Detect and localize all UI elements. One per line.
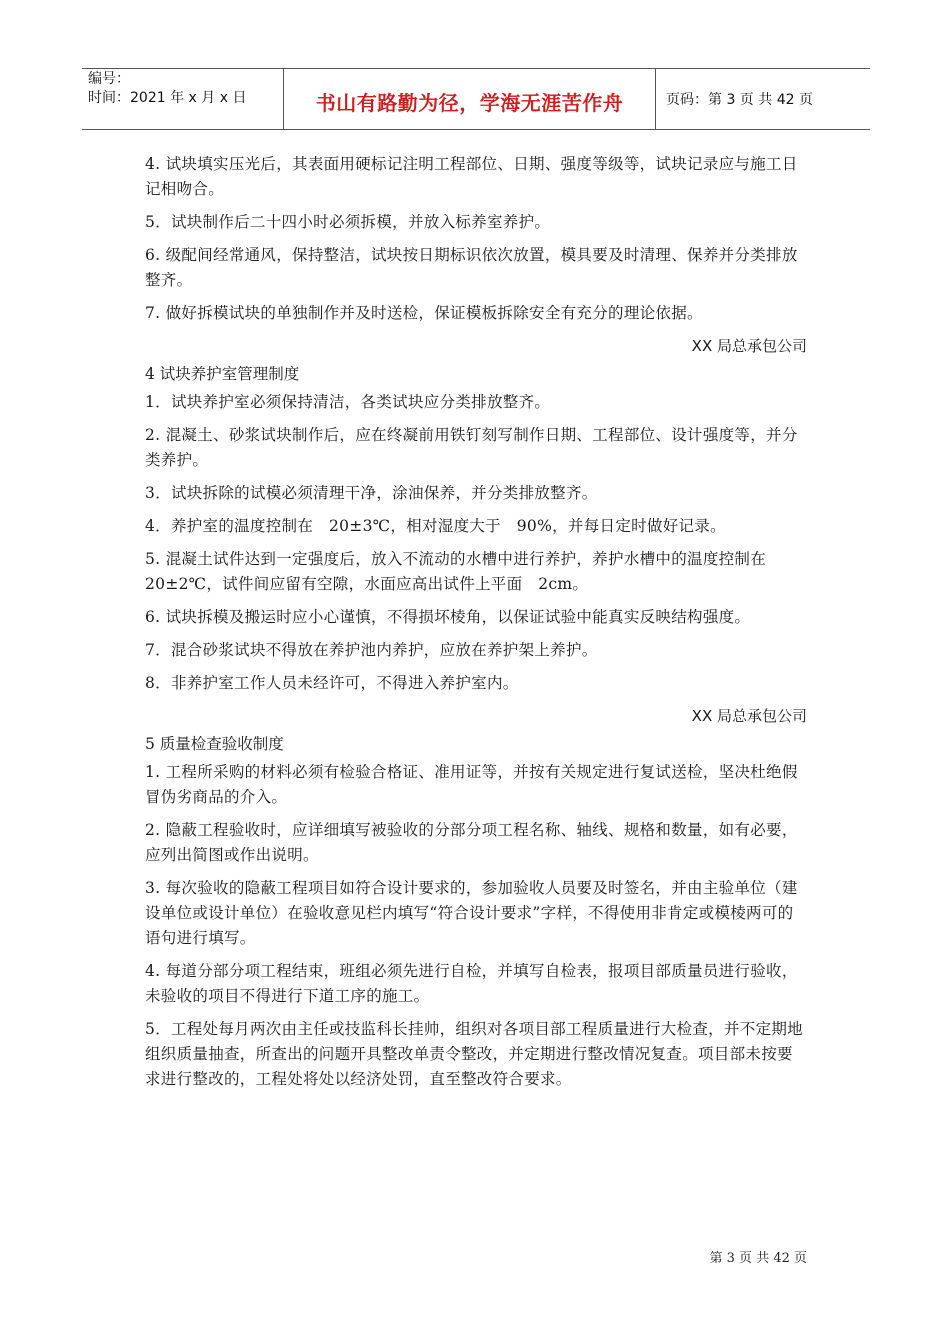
paragraph: 3. 每次验收的隐蔽工程项目如符合设计要求的，参加验收人员要及时签名，并由主验单位（建设单位或设计单位）在验收意见栏内填写“符合设计要求”字样，不得使用非肯定或模棱两可的语句进行填写。: [145, 879, 798, 947]
section-title: 4 试块养护室管理制度: [145, 365, 300, 383]
company-signature: XX 局总承包公司: [691, 337, 807, 355]
paragraph: 4. 每道分部分项工程结束，班组必须先进行自检，并填写自检表，报项目部质量员进行验收，未验收的项目不得进行下道工序的施工。: [145, 962, 798, 1005]
paragraph: 2. 混凝土、砂浆试块制作后，应在终凝前用铁钉刻写制作日期、工程部位、设计强度等，并分类养护。: [145, 426, 798, 469]
paragraph: 6. 级配间经常通风，保持整洁，试块按日期标识依次放置，模具要及时清理、保养并分类排放整齐。: [145, 246, 798, 289]
header-motto: 书山有路勤为径，学海无涯苦作舟: [284, 69, 656, 129]
paragraph: 5．工程处每月两次由主任或技监科长挂帅，组织对各项目部工程质量进行大检查，并不定期地组织质量抽查，所查出的问题开具整改单责令整改，并定期进行整改情况复查。项目部未按要求进行整改的，工程处将处以经济处罚，直至整改符合要求。: [145, 1020, 803, 1088]
paragraph: 3．试块拆除的试模必须清理干净，涂油保养，并分类排放整齐。: [145, 484, 598, 502]
paragraph: 2. 隐蔽工程验收时，应详细填写被验收的分部分项工程名称、轴线、规格和数量，如有必要，应列出简图或作出说明。: [145, 821, 798, 864]
page-footer: 第 3 页 共 42 页: [709, 1251, 807, 1266]
paragraph: 5. 混凝土试件达到一定强度后，放入不流动的水槽中进行养护，养护水槽中的温度控制在 20±2℃，试件间应留有空隙，水面应高出试件上平面 2cm。: [145, 550, 782, 593]
paragraph: 4．养护室的温度控制在 20±3℃，相对湿度大于 90%，并每日定时做好记录。: [145, 517, 726, 535]
page-header: [82, 68, 870, 130]
company-signature: XX 局总承包公司: [691, 707, 807, 725]
document-number-label: 编号：: [88, 71, 130, 87]
paragraph: 5．试块制作后二十四小时必须拆模，并放入标养室养护。: [145, 213, 551, 231]
paragraph: 7. 做好拆模试块的单独制作并及时送检，保证模板拆除安全有充分的理论依据。: [145, 304, 703, 322]
document-body: [145, 152, 807, 1100]
paragraph: 1．试块养护室必须保持清洁，各类试块应分类排放整齐。: [145, 393, 551, 411]
paragraph: 6. 试块拆模及搬运时应小心谨慎，不得损坏棱角，以保证试验中能真实反映结构强度。: [145, 608, 751, 626]
header-page-info: 页码：第 3 页 共 42 页: [666, 92, 813, 108]
header-meta: [82, 69, 284, 129]
paragraph: 8．非养护室工作人员未经许可，不得进入养护室内。: [145, 674, 519, 692]
paragraph: 4. 试块填实压光后，其表面用硬标记注明工程部位、日期、强度等级等，试块记录应与施工日记相吻合。: [145, 155, 798, 198]
document-date: 时间：2021 年 x 月 x 日: [88, 90, 247, 106]
section-title: 5 质量检查验收制度: [145, 735, 284, 753]
paragraph: 1. 工程所采购的材料必须有检验合格证、准用证等，并按有关规定进行复试送检，坚决杜绝假冒伪劣商品的介入。: [145, 763, 798, 806]
paragraph: 7．混合砂浆试块不得放在养护池内养护，应放在养护架上养护。: [145, 641, 598, 659]
